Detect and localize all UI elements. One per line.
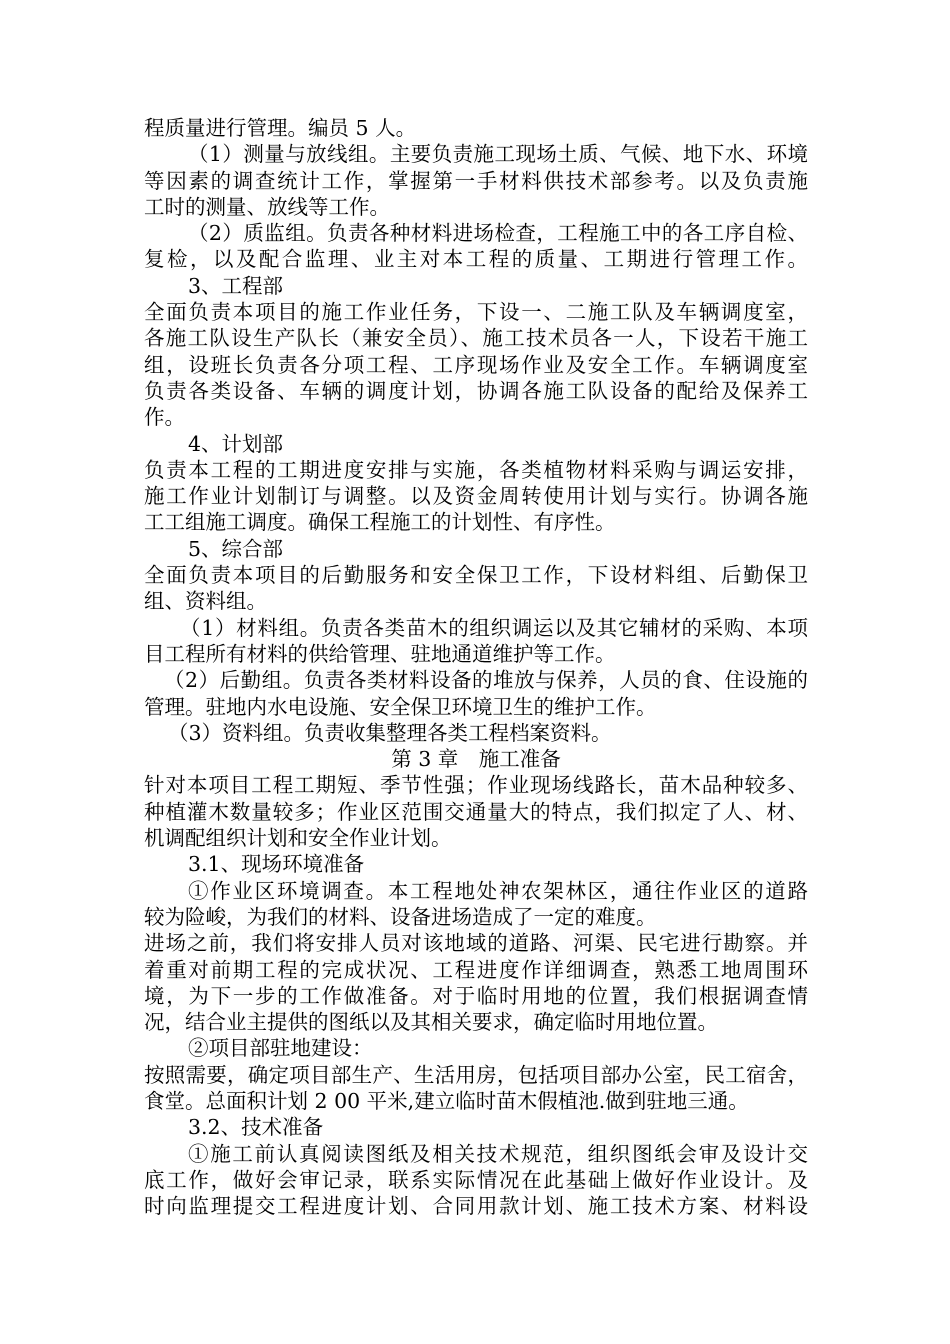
paragraph-line: 针对本项目工程工期短、季节性强；作业现场线路长，苗木品种较多、 [144,773,808,798]
paragraph-line: （1）测量与放线组。主要负责施工现场土质、气候、地下水、环境 [188,142,808,167]
section-heading: 3.2、技术准备 [188,1115,324,1140]
chapter-heading: 第 3 章 施工准备 [391,747,561,772]
paragraph-line: 作。 [144,405,185,430]
paragraph-line: 进场之前，我们将安排人员对该地域的道路、河渠、民宅进行勘察。并 [144,931,808,956]
section-heading: ②项目部驻地建设： [188,1036,373,1061]
paragraph-line: 各施工队设生产队长（兼安全员）、施工技术员各一人，下设若干施工 [144,326,808,351]
paragraph-line: 负责本工程的工期进度安排与实施，各类植物材料采购与调运安排， [144,457,808,482]
paragraph-line: 机调配组织计划和安全作业计划。 [144,826,452,851]
paragraph-line: 复检，以及配合监理、业主对本工程的质量、工期进行管理工作。 [144,247,808,272]
paragraph-line: （3）资料组。负责收集整理各类工程档案资料。 [168,720,612,745]
paragraph-line: （2）质监组。负责各种材料进场检查，工程施工中的各工序自检、 [188,221,808,246]
paragraph-line: 工工组施工调度。确保工程施工的计划性、有序性。 [144,510,616,535]
paragraph-line: 程质量进行管理。编员 5 人。 [144,116,417,140]
paragraph-line: 全面负责本项目的后勤服务和安全保卫工作，下设材料组、后勤保卫 [144,563,808,588]
paragraph-line: 负责各类设备、车辆的调度计划，协调各施工队设备的配给及保养工 [144,378,808,403]
paragraph-line: 食堂。总面积计划 2 00 平米,建立临时苗木假植池.做到驻地三通。 [144,1088,749,1113]
paragraph-line: （1）材料组。负责各类苗木的组织调运以及其它辅材的采购、本项 [180,615,808,640]
section-heading: 5、综合部 [188,536,284,561]
paragraph-line: 种植灌木数量较多；作业区范围交通量大的特点，我们拟定了人、材、 [144,799,808,824]
paragraph-line: ①施工前认真阅读图纸及相关技术规范，组织图纸会审及设计交 [188,1141,808,1166]
paragraph-line: 管理。驻地内水电设施、安全保卫环境卫生的维护工作。 [144,694,657,719]
paragraph-line: 较为险峻，为我们的材料、设备进场造成了一定的难度。 [144,904,657,929]
paragraph-line: （2）后勤组。负责各类材料设备的堆放与保养，人员的食、住设施的 [164,668,808,693]
document-body [144,115,808,1219]
section-heading: 4、计划部 [188,431,284,456]
paragraph-line: ①作业区环境调查。本工程地处神农架林区，通往作业区的道路 [188,878,808,903]
paragraph-line: 况，结合业主提供的图纸以及其相关要求，确定临时用地位置。 [144,1010,718,1035]
paragraph-line: 目工程所有材料的供给管理、驻地通道维护等工作。 [144,641,616,666]
paragraph-line: 全面负责本项目的施工作业任务，下设一、二施工队及车辆调度室， [144,300,808,325]
paragraph-line: 时向监理提交工程进度计划、合同用款计划、施工技术方案、材料设 [144,1194,808,1219]
paragraph-line: 等因素的调查统计工作，掌握第一手材料供技术部参考。以及负责施 [144,168,808,193]
paragraph-line: 按照需要，确定项目部生产、生活用房，包括项目部办公室，民工宿舍， [144,1062,808,1087]
paragraph-line: 组、资料组。 [144,589,267,614]
paragraph-line: 工时的测量、放线等工作。 [144,194,390,219]
paragraph-line: 境，为下一步的工作做准备。对于临时用地的位置，我们根据调查情 [144,983,808,1008]
paragraph-line: 组，设班长负责各分项工程、工序现场作业及安全工作。车辆调度室 [144,352,808,377]
paragraph-line: 底工作，做好会审记录，联系实际情况在此基础上做好作业设计。及 [144,1167,808,1192]
paragraph-line: 着重对前期工程的完成状况、工程进度作详细调查，熟悉工地周围环 [144,957,808,982]
paragraph-line: 施工作业计划制订与调整。以及资金周转使用计划与实行。协调各施 [144,484,808,509]
section-heading: 3.1、现场环境准备 [188,852,365,877]
section-heading: 3、工程部 [188,273,284,298]
